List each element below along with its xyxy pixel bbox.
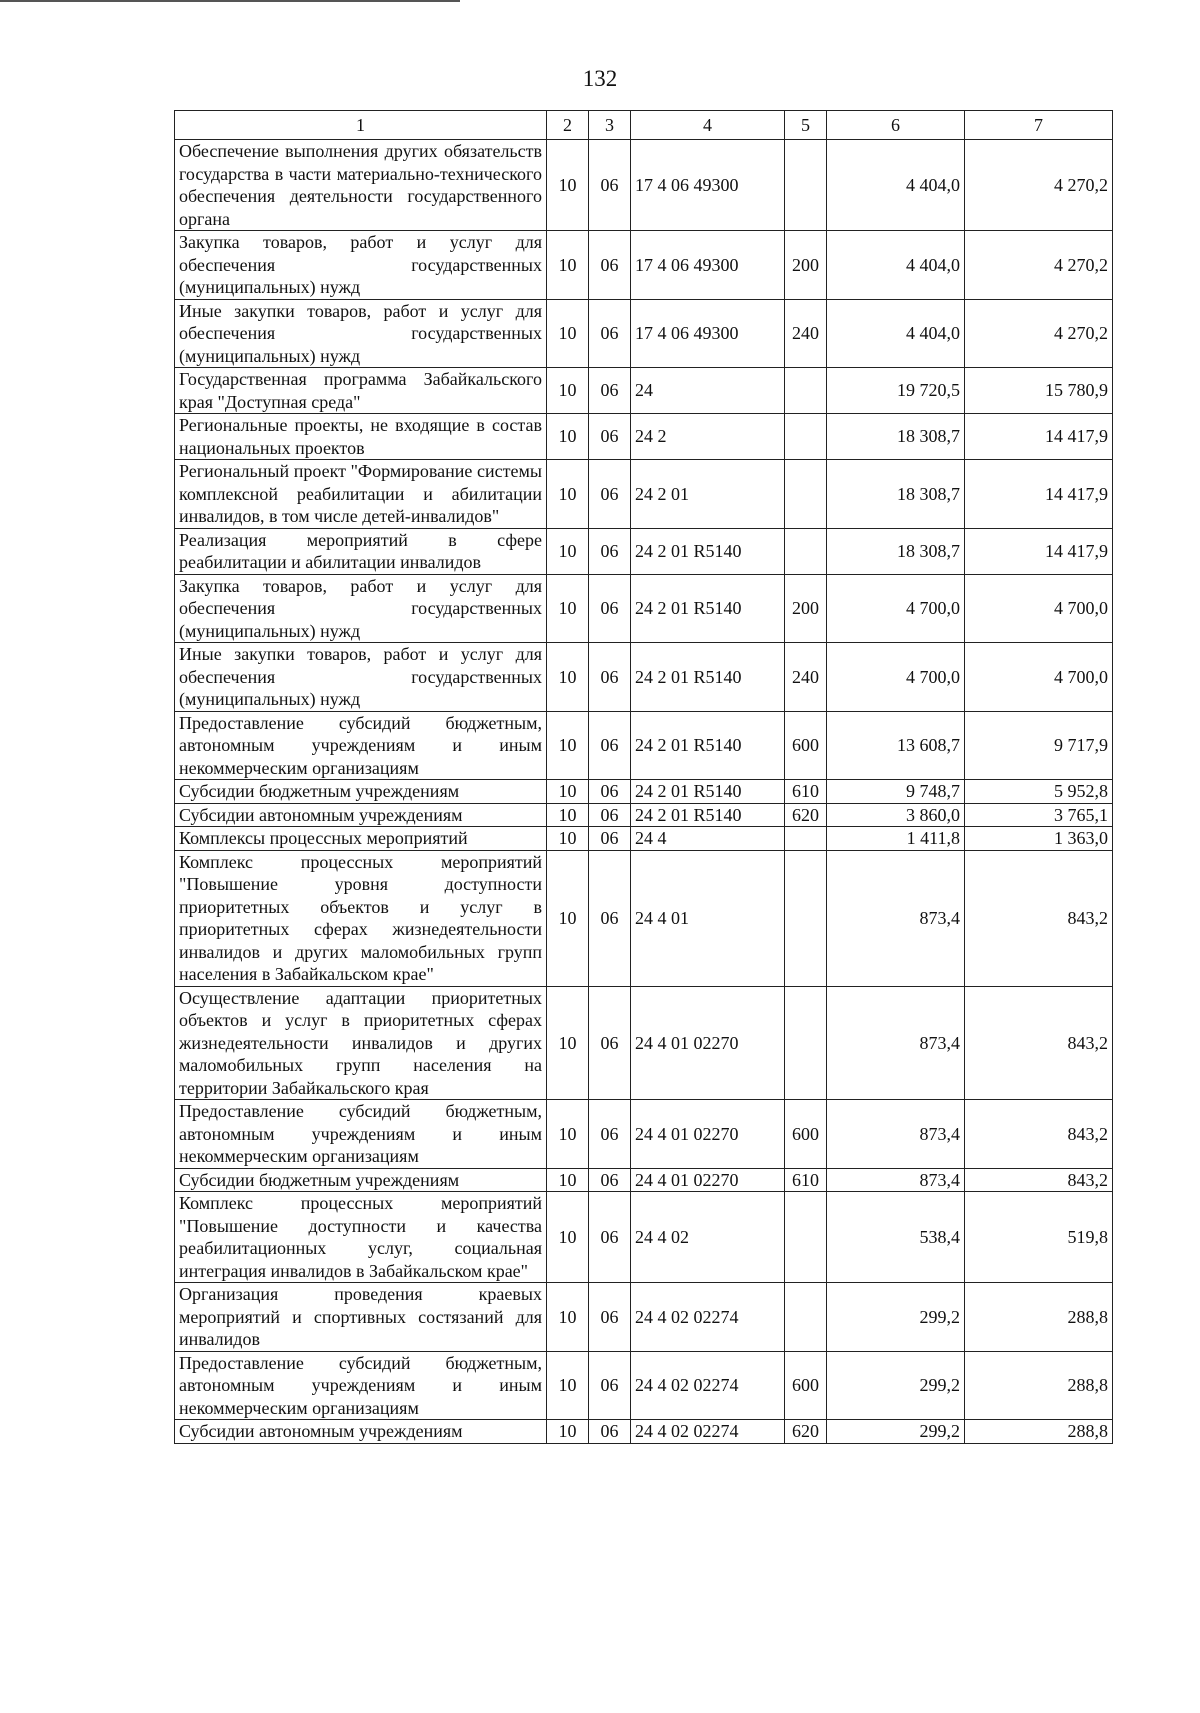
item-name-cell: Организация проведения краевых мероприятий и спортивных состязаний для инвалидов <box>175 1283 547 1352</box>
section-cell: 10 <box>547 1420 589 1444</box>
table-row <box>175 803 1113 827</box>
amount-year2-cell: 3 765,1 <box>965 803 1113 827</box>
item-name-cell: Региональные проекты, не входящие в состав национальных проектов <box>175 414 547 460</box>
item-name-cell: Субсидии автономным учреждениям <box>175 803 547 827</box>
amount-year1-cell: 4 404,0 <box>827 231 965 300</box>
amount-year2-cell: 15 780,9 <box>965 368 1113 414</box>
amount-year1-cell: 299,2 <box>827 1351 965 1420</box>
table-row <box>175 368 1113 414</box>
target-article-cell: 24 4 01 02270 <box>631 1100 785 1169</box>
table-row <box>175 574 1113 643</box>
subsection-cell: 06 <box>589 1168 631 1192</box>
amount-year1-cell: 873,4 <box>827 986 965 1100</box>
amount-year2-cell: 14 417,9 <box>965 528 1113 574</box>
amount-year1-cell: 4 404,0 <box>827 299 965 368</box>
section-cell: 10 <box>547 231 589 300</box>
expense-type-cell <box>785 140 827 231</box>
item-name-cell: Иные закупки товаров, работ и услуг для обеспечения государственных (муниципальных) нужд <box>175 643 547 712</box>
target-article-cell: 24 2 01 <box>631 460 785 529</box>
table-row <box>175 1351 1113 1420</box>
amount-year2-cell: 1 363,0 <box>965 827 1113 851</box>
section-cell: 10 <box>547 1283 589 1352</box>
header-cell: 6 <box>827 111 965 140</box>
table-row <box>175 299 1113 368</box>
amount-year1-cell: 18 308,7 <box>827 460 965 529</box>
subsection-cell: 06 <box>589 780 631 804</box>
section-cell: 10 <box>547 140 589 231</box>
expense-type-cell <box>785 827 827 851</box>
table-body <box>175 140 1113 1444</box>
subsection-cell: 06 <box>589 368 631 414</box>
amount-year1-cell: 13 608,7 <box>827 711 965 780</box>
expense-type-cell: 620 <box>785 1420 827 1444</box>
header-cell: 7 <box>965 111 1113 140</box>
section-cell: 10 <box>547 850 589 986</box>
table-row <box>175 1192 1113 1283</box>
expense-type-cell <box>785 850 827 986</box>
section-cell: 10 <box>547 827 589 851</box>
target-article-cell: 24 4 02 02274 <box>631 1420 785 1444</box>
item-name-cell: Субсидии бюджетным учреждениям <box>175 780 547 804</box>
expense-type-cell <box>785 528 827 574</box>
amount-year1-cell: 538,4 <box>827 1192 965 1283</box>
item-name-cell: Региональный проект "Формирование системы комплексной реабилитации и абилитации инвалидов, в том числе детей-инвалидов" <box>175 460 547 529</box>
subsection-cell: 06 <box>589 1283 631 1352</box>
item-name-cell: Осуществление адаптации приоритетных объектов и услуг в приоритетных сферах жизнедеятельности инвалидов и других маломобильных групп населения на территории Забайкальского края <box>175 986 547 1100</box>
subsection-cell: 06 <box>589 850 631 986</box>
target-article-cell: 24 2 01 R5140 <box>631 711 785 780</box>
amount-year1-cell: 9 748,7 <box>827 780 965 804</box>
target-article-cell: 24 4 <box>631 827 785 851</box>
table-row <box>175 1168 1113 1192</box>
target-article-cell: 24 2 <box>631 414 785 460</box>
target-article-cell: 24 4 02 02274 <box>631 1351 785 1420</box>
section-cell: 10 <box>547 299 589 368</box>
amount-year2-cell: 4 700,0 <box>965 643 1113 712</box>
section-cell: 10 <box>547 368 589 414</box>
amount-year2-cell: 5 952,8 <box>965 780 1113 804</box>
table-row <box>175 780 1113 804</box>
header-cell: 2 <box>547 111 589 140</box>
subsection-cell: 06 <box>589 1420 631 1444</box>
amount-year1-cell: 1 411,8 <box>827 827 965 851</box>
amount-year2-cell: 519,8 <box>965 1192 1113 1283</box>
target-article-cell: 24 4 01 02270 <box>631 986 785 1100</box>
expense-type-cell: 610 <box>785 1168 827 1192</box>
section-cell: 10 <box>547 780 589 804</box>
subsection-cell: 06 <box>589 1351 631 1420</box>
amount-year1-cell: 873,4 <box>827 1100 965 1169</box>
section-cell: 10 <box>547 711 589 780</box>
subsection-cell: 06 <box>589 574 631 643</box>
section-cell: 10 <box>547 528 589 574</box>
target-article-cell: 24 2 01 R5140 <box>631 528 785 574</box>
expense-type-cell <box>785 1283 827 1352</box>
table-row <box>175 460 1113 529</box>
target-article-cell: 17 4 06 49300 <box>631 299 785 368</box>
target-article-cell: 17 4 06 49300 <box>631 231 785 300</box>
target-article-cell: 24 4 02 02274 <box>631 1283 785 1352</box>
table-row <box>175 414 1113 460</box>
amount-year2-cell: 288,8 <box>965 1420 1113 1444</box>
item-name-cell: Комплекс процессных мероприятий "Повышение доступности и качества реабилитационных услуг, социальная интеграция инвалидов в Забайкальском крае" <box>175 1192 547 1283</box>
subsection-cell: 06 <box>589 643 631 712</box>
amount-year2-cell: 288,8 <box>965 1283 1113 1352</box>
item-name-cell: Иные закупки товаров, работ и услуг для обеспечения государственных (муниципальных) нужд <box>175 299 547 368</box>
header-cell: 3 <box>589 111 631 140</box>
section-cell: 10 <box>547 643 589 712</box>
header-cell: 5 <box>785 111 827 140</box>
table-row <box>175 850 1113 986</box>
amount-year1-cell: 873,4 <box>827 850 965 986</box>
amount-year2-cell: 4 270,2 <box>965 299 1113 368</box>
amount-year2-cell: 9 717,9 <box>965 711 1113 780</box>
subsection-cell: 06 <box>589 460 631 529</box>
subsection-cell: 06 <box>589 140 631 231</box>
section-cell: 10 <box>547 414 589 460</box>
amount-year1-cell: 873,4 <box>827 1168 965 1192</box>
table-row <box>175 1100 1113 1169</box>
subsection-cell: 06 <box>589 299 631 368</box>
item-name-cell: Субсидии автономным учреждениям <box>175 1420 547 1444</box>
amount-year2-cell: 843,2 <box>965 986 1113 1100</box>
section-cell: 10 <box>547 574 589 643</box>
expense-type-cell: 600 <box>785 1351 827 1420</box>
amount-year1-cell: 299,2 <box>827 1283 965 1352</box>
table-row <box>175 643 1113 712</box>
item-name-cell: Комплекс процессных мероприятий "Повышение уровня доступности приоритетных объектов и услуг в приоритетных сферах жизнедеятельности инвалидов и других маломобильных групп населения в Забайкальском крае" <box>175 850 547 986</box>
scan-edge-line <box>0 0 460 2</box>
table-row <box>175 986 1113 1100</box>
item-name-cell: Обеспечение выполнения других обязательств государства в части материально-технического обеспечения деятельности государственного органа <box>175 140 547 231</box>
amount-year2-cell: 14 417,9 <box>965 414 1113 460</box>
expense-type-cell: 620 <box>785 803 827 827</box>
section-cell: 10 <box>547 803 589 827</box>
target-article-cell: 24 2 01 R5140 <box>631 780 785 804</box>
expense-type-cell: 200 <box>785 231 827 300</box>
subsection-cell: 06 <box>589 803 631 827</box>
item-name-cell: Предоставление субсидий бюджетным, автономным учреждениям и иным некоммерческим организациям <box>175 1100 547 1169</box>
table-row <box>175 1420 1113 1444</box>
expense-type-cell <box>785 986 827 1100</box>
item-name-cell: Закупка товаров, работ и услуг для обеспечения государственных (муниципальных) нужд <box>175 231 547 300</box>
expense-type-cell <box>785 368 827 414</box>
target-article-cell: 24 2 01 R5140 <box>631 643 785 712</box>
table-row <box>175 231 1113 300</box>
target-article-cell: 24 2 01 R5140 <box>631 574 785 643</box>
amount-year2-cell: 14 417,9 <box>965 460 1113 529</box>
section-cell: 10 <box>547 1351 589 1420</box>
amount-year1-cell: 4 700,0 <box>827 643 965 712</box>
expense-type-cell: 240 <box>785 299 827 368</box>
header-row <box>175 111 1113 140</box>
subsection-cell: 06 <box>589 1192 631 1283</box>
target-article-cell: 24 4 02 <box>631 1192 785 1283</box>
expense-type-cell <box>785 1192 827 1283</box>
amount-year1-cell: 18 308,7 <box>827 528 965 574</box>
table-row <box>175 528 1113 574</box>
section-cell: 10 <box>547 1168 589 1192</box>
item-name-cell: Комплексы процессных мероприятий <box>175 827 547 851</box>
amount-year2-cell: 288,8 <box>965 1351 1113 1420</box>
item-name-cell: Государственная программа Забайкальского края "Доступная среда" <box>175 368 547 414</box>
subsection-cell: 06 <box>589 986 631 1100</box>
target-article-cell: 24 4 01 02270 <box>631 1168 785 1192</box>
subsection-cell: 06 <box>589 231 631 300</box>
expense-type-cell: 600 <box>785 711 827 780</box>
expense-type-cell: 600 <box>785 1100 827 1169</box>
item-name-cell: Субсидии бюджетным учреждениям <box>175 1168 547 1192</box>
item-name-cell: Предоставление субсидий бюджетным, автономным учреждениям и иным некоммерческим организациям <box>175 711 547 780</box>
table-row <box>175 1283 1113 1352</box>
page-number: 132 <box>582 66 618 91</box>
amount-year2-cell: 843,2 <box>965 850 1113 986</box>
subsection-cell: 06 <box>589 1100 631 1169</box>
amount-year1-cell: 3 860,0 <box>827 803 965 827</box>
target-article-cell: 17 4 06 49300 <box>631 140 785 231</box>
header-cell: 1 <box>175 111 547 140</box>
expense-type-cell: 240 <box>785 643 827 712</box>
section-cell: 10 <box>547 1100 589 1169</box>
expense-type-cell <box>785 414 827 460</box>
amount-year1-cell: 4 404,0 <box>827 140 965 231</box>
amount-year2-cell: 4 270,2 <box>965 140 1113 231</box>
amount-year2-cell: 4 700,0 <box>965 574 1113 643</box>
amount-year1-cell: 4 700,0 <box>827 574 965 643</box>
subsection-cell: 06 <box>589 528 631 574</box>
amount-year1-cell: 299,2 <box>827 1420 965 1444</box>
header-cell: 4 <box>631 111 785 140</box>
expense-type-cell <box>785 460 827 529</box>
subsection-cell: 06 <box>589 414 631 460</box>
amount-year2-cell: 843,2 <box>965 1168 1113 1192</box>
item-name-cell: Предоставление субсидий бюджетным, автономным учреждениям и иным некоммерческим организациям <box>175 1351 547 1420</box>
table-row <box>175 827 1113 851</box>
amount-year1-cell: 19 720,5 <box>827 368 965 414</box>
target-article-cell: 24 4 01 <box>631 850 785 986</box>
table-row <box>175 140 1113 231</box>
item-name-cell: Закупка товаров, работ и услуг для обеспечения государственных (муниципальных) нужд <box>175 574 547 643</box>
expense-type-cell: 610 <box>785 780 827 804</box>
target-article-cell: 24 2 01 R5140 <box>631 803 785 827</box>
expense-type-cell: 200 <box>785 574 827 643</box>
table-row <box>175 711 1113 780</box>
target-article-cell: 24 <box>631 368 785 414</box>
section-cell: 10 <box>547 986 589 1100</box>
budget-table <box>174 110 1113 1444</box>
subsection-cell: 06 <box>589 711 631 780</box>
subsection-cell: 06 <box>589 827 631 851</box>
item-name-cell: Реализация мероприятий в сфере реабилитации и абилитации инвалидов <box>175 528 547 574</box>
amount-year2-cell: 843,2 <box>965 1100 1113 1169</box>
section-cell: 10 <box>547 460 589 529</box>
amount-year1-cell: 18 308,7 <box>827 414 965 460</box>
amount-year2-cell: 4 270,2 <box>965 231 1113 300</box>
section-cell: 10 <box>547 1192 589 1283</box>
